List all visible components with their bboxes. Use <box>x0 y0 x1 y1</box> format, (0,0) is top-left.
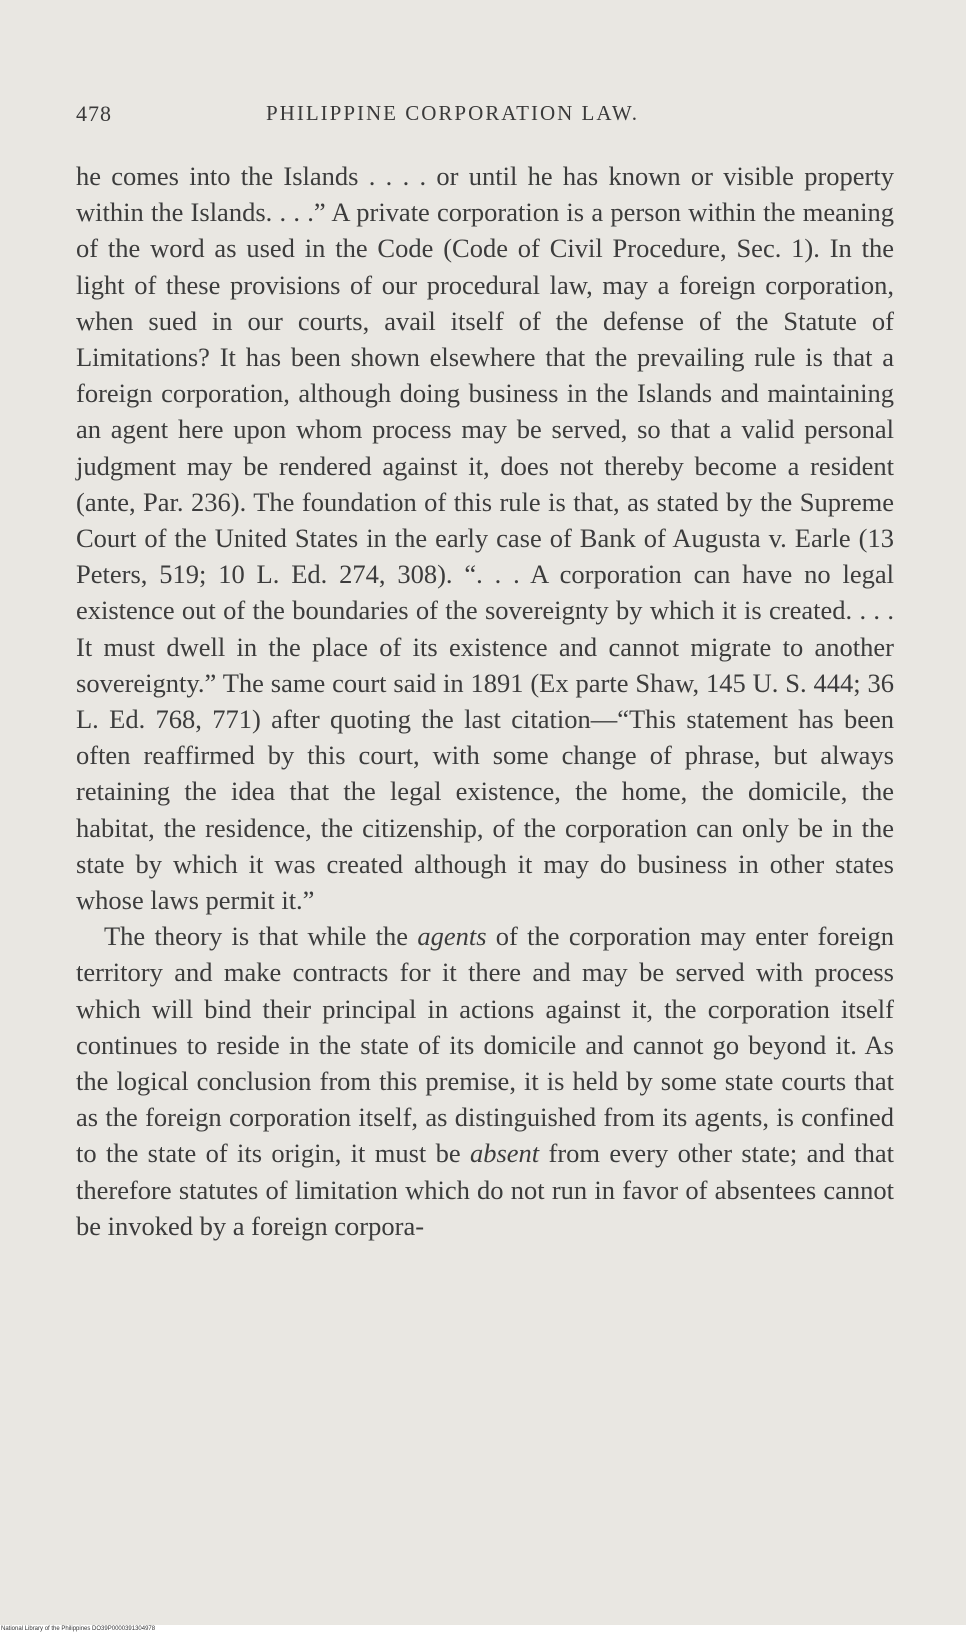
page-header <box>76 95 894 135</box>
body-text <box>76 158 894 1244</box>
paragraph-2-text-1: The theory is that while the <box>104 921 418 952</box>
emphasis-agents: agents <box>417 921 487 952</box>
paragraph-1 <box>76 158 894 918</box>
paragraph-2-text-3: from every other state; and that therefore statutes of limitation which do not run in favor of absentees cannot be invoked by a foreign corpora- <box>76 1138 894 1241</box>
paragraph-1-text: he comes into the Islands . . . . or until he has known or visible property within the Islands. . . .” A private corporation is a person within the meaning of the word as used in the Code (Code of Civil Procedure, Sec. 1). In the light of these provisions of our procedural law, may a foreign corporation, when sued in our courts, avail itself of the defense of the Statute of Limitations? It has been shown elsewhere that the prevailing rule is that a foreign corporation, although doing business in the Islands and maintaining an agent here upon whom process may be served, so that a valid personal judgment may be rendered against it, does not thereby become a resident (ante, Par. 236). The foundation of this rule is that, as stated by the Supreme Court of the United States in the early case of Bank of Augusta v. Earle (13 Peters, 519; 10 L. Ed. 274, 308). “. . . A corporation can have no legal existence out of the boundaries of the sovereignty by which it is created. . . . It must dwell in the place of its existence and cannot migrate to another sovereignty.” The same court said in 1891 (Ex parte Shaw, 145 U. S. 444; 36 L. Ed. 768, 771) after quoting the last citation—“This statement has been often reaffirmed by this court, with some change of phrase, but always retaining the idea that the legal existence, the home, the domicile, the habitat, the residence, the citizenship, of the corporation can only be in the state by which it was created although it may do business in other states whose laws permit it.” <box>76 161 894 916</box>
paragraph-2-text-2: of the corporation may enter foreign territory and make contracts for it there and may be served with process which will bind their principal in actions against it, the corporation itself continues to reside in the state of its domicile and cannot go beyond it. As the logical conclusion from this premise, it is held by some state courts that as the foreign corporation itself, as distinguished from its agents, is confined to the state of its origin, it must be <box>76 921 894 1169</box>
running-title: PHILIPPINE CORPORATION LAW. <box>266 101 639 125</box>
paragraph-2 <box>76 918 894 1244</box>
emphasis-absent: absent <box>469 1138 540 1169</box>
footer-credit: National Library of the Philippines DO39P0000391304978 <box>1 1626 156 1632</box>
footer-bar <box>0 1625 966 1634</box>
page-number: 478 <box>76 101 112 126</box>
